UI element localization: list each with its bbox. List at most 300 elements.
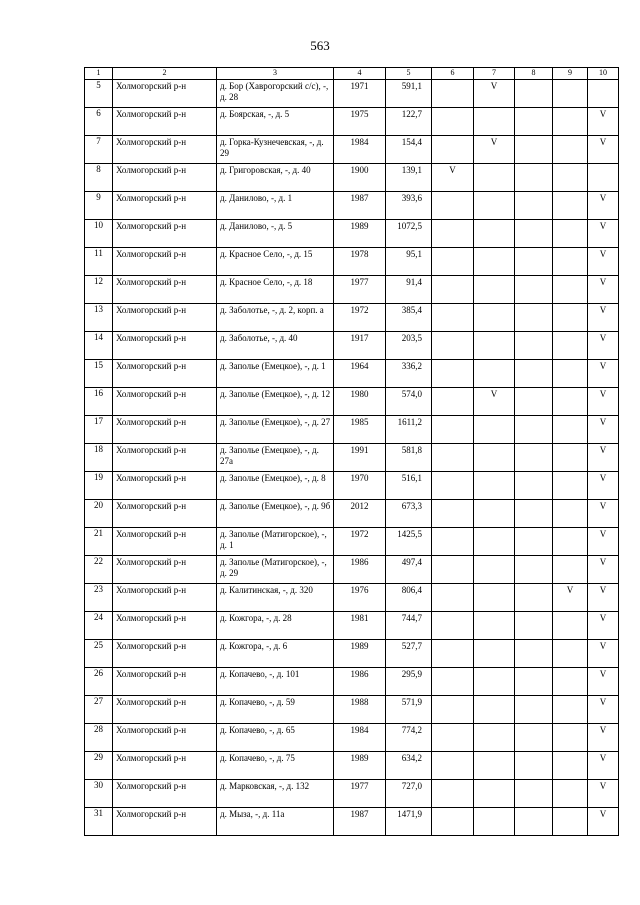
col9-mark-cell xyxy=(553,556,588,584)
district-cell: Холмогорский р-н xyxy=(113,696,217,724)
row-number-cell: 16 xyxy=(85,388,113,416)
col6-mark-cell xyxy=(432,612,474,640)
district-cell: Холмогорский р-н xyxy=(113,640,217,668)
col9-mark-cell xyxy=(553,304,588,332)
year-cell: 1984 xyxy=(334,136,386,164)
col9-mark-cell xyxy=(553,80,588,108)
col10-mark-cell: V xyxy=(588,332,619,360)
col9-mark-cell xyxy=(553,752,588,780)
column-header: 8 xyxy=(515,68,553,80)
address-cell: д. Заполье (Емецкое), -, д. 1 xyxy=(217,360,334,388)
area-cell: 203,5 xyxy=(386,332,432,360)
year-cell: 1977 xyxy=(334,780,386,808)
area-cell: 571,9 xyxy=(386,696,432,724)
col6-mark-cell xyxy=(432,808,474,836)
district-cell: Холмогорский р-н xyxy=(113,108,217,136)
year-cell: 1988 xyxy=(334,696,386,724)
table-body xyxy=(85,68,619,836)
district-cell: Холмогорский р-н xyxy=(113,612,217,640)
col9-mark-cell xyxy=(553,668,588,696)
row-number-cell: 11 xyxy=(85,248,113,276)
col7-mark-cell: V xyxy=(474,80,515,108)
col8-mark-cell xyxy=(515,108,553,136)
col8-mark-cell xyxy=(515,276,553,304)
row-number-cell: 6 xyxy=(85,108,113,136)
column-header: 6 xyxy=(432,68,474,80)
col6-mark-cell xyxy=(432,80,474,108)
col7-mark-cell xyxy=(474,164,515,192)
year-cell: 1971 xyxy=(334,80,386,108)
year-cell: 1900 xyxy=(334,164,386,192)
table-row xyxy=(85,696,619,724)
district-cell: Холмогорский р-н xyxy=(113,304,217,332)
col8-mark-cell xyxy=(515,388,553,416)
col8-mark-cell xyxy=(515,472,553,500)
col6-mark-cell xyxy=(432,360,474,388)
column-header: 10 xyxy=(588,68,619,80)
district-cell: Холмогорский р-н xyxy=(113,248,217,276)
address-cell: д. Григоровская, -, д. 40 xyxy=(217,164,334,192)
area-cell: 393,6 xyxy=(386,192,432,220)
col7-mark-cell xyxy=(474,108,515,136)
col9-mark-cell xyxy=(553,192,588,220)
district-cell: Холмогорский р-н xyxy=(113,752,217,780)
district-cell: Холмогорский р-н xyxy=(113,136,217,164)
address-cell: д. Кожгора, -, д. 6 xyxy=(217,640,334,668)
col6-mark-cell xyxy=(432,668,474,696)
col7-mark-cell xyxy=(474,612,515,640)
row-number-cell: 26 xyxy=(85,668,113,696)
year-cell: 1975 xyxy=(334,108,386,136)
col6-mark-cell xyxy=(432,696,474,724)
col7-mark-cell xyxy=(474,724,515,752)
col10-mark-cell: V xyxy=(588,360,619,388)
year-cell: 1985 xyxy=(334,416,386,444)
area-cell: 516,1 xyxy=(386,472,432,500)
area-cell: 1611,2 xyxy=(386,416,432,444)
col7-mark-cell xyxy=(474,332,515,360)
row-number-cell: 27 xyxy=(85,696,113,724)
col9-mark-cell xyxy=(553,388,588,416)
col7-mark-cell xyxy=(474,360,515,388)
district-cell: Холмогорский р-н xyxy=(113,668,217,696)
district-cell: Холмогорский р-н xyxy=(113,500,217,528)
row-number-cell: 30 xyxy=(85,780,113,808)
col6-mark-cell xyxy=(432,108,474,136)
district-cell: Холмогорский р-н xyxy=(113,220,217,248)
col7-mark-cell xyxy=(474,248,515,276)
area-cell: 154,4 xyxy=(386,136,432,164)
table-row xyxy=(85,472,619,500)
col10-mark-cell xyxy=(588,164,619,192)
address-cell: д. Копачево, -, д. 75 xyxy=(217,752,334,780)
column-header: 5 xyxy=(386,68,432,80)
year-cell: 1986 xyxy=(334,556,386,584)
table-row xyxy=(85,164,619,192)
row-number-cell: 10 xyxy=(85,220,113,248)
area-cell: 497,4 xyxy=(386,556,432,584)
col9-mark-cell: V xyxy=(553,584,588,612)
col10-mark-cell: V xyxy=(588,192,619,220)
col7-mark-cell xyxy=(474,528,515,556)
col6-mark-cell xyxy=(432,388,474,416)
col8-mark-cell xyxy=(515,584,553,612)
col6-mark-cell xyxy=(432,304,474,332)
table-row xyxy=(85,808,619,836)
district-cell: Холмогорский р-н xyxy=(113,164,217,192)
col9-mark-cell xyxy=(553,724,588,752)
column-header: 7 xyxy=(474,68,515,80)
table-row xyxy=(85,584,619,612)
year-cell: 1978 xyxy=(334,248,386,276)
area-cell: 581,8 xyxy=(386,444,432,472)
col10-mark-cell: V xyxy=(588,752,619,780)
col8-mark-cell xyxy=(515,248,553,276)
col7-mark-cell xyxy=(474,556,515,584)
col10-mark-cell: V xyxy=(588,276,619,304)
district-cell: Холмогорский р-н xyxy=(113,192,217,220)
col6-mark-cell xyxy=(432,444,474,472)
district-cell: Холмогорский р-н xyxy=(113,724,217,752)
col8-mark-cell xyxy=(515,304,553,332)
col8-mark-cell xyxy=(515,416,553,444)
col8-mark-cell xyxy=(515,668,553,696)
col10-mark-cell xyxy=(588,80,619,108)
col10-mark-cell: V xyxy=(588,780,619,808)
area-cell: 1425,5 xyxy=(386,528,432,556)
year-cell: 2012 xyxy=(334,500,386,528)
col9-mark-cell xyxy=(553,248,588,276)
address-cell: д. Данилово, -, д. 5 xyxy=(217,220,334,248)
col7-mark-cell xyxy=(474,444,515,472)
col8-mark-cell xyxy=(515,360,553,388)
area-cell: 591,1 xyxy=(386,80,432,108)
row-number-cell: 31 xyxy=(85,808,113,836)
col9-mark-cell xyxy=(553,360,588,388)
col7-mark-cell xyxy=(474,416,515,444)
col8-mark-cell xyxy=(515,444,553,472)
col6-mark-cell xyxy=(432,584,474,612)
col6-mark-cell xyxy=(432,472,474,500)
col10-mark-cell: V xyxy=(588,556,619,584)
col10-mark-cell: V xyxy=(588,640,619,668)
district-cell: Холмогорский р-н xyxy=(113,556,217,584)
col6-mark-cell xyxy=(432,556,474,584)
area-cell: 806,4 xyxy=(386,584,432,612)
area-cell: 385,4 xyxy=(386,304,432,332)
district-cell: Холмогорский р-н xyxy=(113,528,217,556)
address-cell: д. Калитинская, -, д. 320 xyxy=(217,584,334,612)
col9-mark-cell xyxy=(553,500,588,528)
year-cell: 1989 xyxy=(334,640,386,668)
area-cell: 139,1 xyxy=(386,164,432,192)
col8-mark-cell xyxy=(515,640,553,668)
year-cell: 1964 xyxy=(334,360,386,388)
register-table xyxy=(84,67,619,836)
col7-mark-cell xyxy=(474,696,515,724)
col8-mark-cell xyxy=(515,164,553,192)
district-cell: Холмогорский р-н xyxy=(113,388,217,416)
year-cell: 1989 xyxy=(334,752,386,780)
col7-mark-cell xyxy=(474,668,515,696)
col10-mark-cell: V xyxy=(588,444,619,472)
year-cell: 1986 xyxy=(334,668,386,696)
year-cell: 1987 xyxy=(334,808,386,836)
col9-mark-cell xyxy=(553,416,588,444)
address-cell: д. Заболотье, -, д. 40 xyxy=(217,332,334,360)
col10-mark-cell: V xyxy=(588,136,619,164)
column-number-row xyxy=(85,68,619,80)
col9-mark-cell xyxy=(553,164,588,192)
col7-mark-cell xyxy=(474,472,515,500)
row-number-cell: 13 xyxy=(85,304,113,332)
col8-mark-cell xyxy=(515,80,553,108)
district-cell: Холмогорский р-н xyxy=(113,276,217,304)
col9-mark-cell xyxy=(553,528,588,556)
table-row xyxy=(85,528,619,556)
column-header: 2 xyxy=(113,68,217,80)
col8-mark-cell xyxy=(515,780,553,808)
district-cell: Холмогорский р-н xyxy=(113,780,217,808)
table-row xyxy=(85,556,619,584)
year-cell: 1987 xyxy=(334,192,386,220)
row-number-cell: 15 xyxy=(85,360,113,388)
district-cell: Холмогорский р-н xyxy=(113,80,217,108)
district-cell: Холмогорский р-н xyxy=(113,472,217,500)
row-number-cell: 9 xyxy=(85,192,113,220)
table-row xyxy=(85,80,619,108)
col8-mark-cell xyxy=(515,724,553,752)
row-number-cell: 8 xyxy=(85,164,113,192)
address-cell: д. Марковская, -, д. 132 xyxy=(217,780,334,808)
col9-mark-cell xyxy=(553,696,588,724)
col9-mark-cell xyxy=(553,220,588,248)
table-row xyxy=(85,304,619,332)
col8-mark-cell xyxy=(515,696,553,724)
col6-mark-cell xyxy=(432,220,474,248)
table-row xyxy=(85,220,619,248)
address-cell: д. Заполье (Матигорское), -, д. 1 xyxy=(217,528,334,556)
row-number-cell: 17 xyxy=(85,416,113,444)
year-cell: 1980 xyxy=(334,388,386,416)
year-cell: 1917 xyxy=(334,332,386,360)
table-row xyxy=(85,612,619,640)
col10-mark-cell: V xyxy=(588,472,619,500)
col7-mark-cell xyxy=(474,584,515,612)
table-row xyxy=(85,752,619,780)
col8-mark-cell xyxy=(515,136,553,164)
col7-mark-cell xyxy=(474,640,515,668)
area-cell: 336,2 xyxy=(386,360,432,388)
column-header: 9 xyxy=(553,68,588,80)
col10-mark-cell: V xyxy=(588,500,619,528)
table-row xyxy=(85,416,619,444)
area-cell: 634,2 xyxy=(386,752,432,780)
row-number-cell: 19 xyxy=(85,472,113,500)
col10-mark-cell: V xyxy=(588,612,619,640)
table-row xyxy=(85,136,619,164)
address-cell: д. Мыза, -, д. 11а xyxy=(217,808,334,836)
area-cell: 744,7 xyxy=(386,612,432,640)
table-row xyxy=(85,276,619,304)
year-cell: 1970 xyxy=(334,472,386,500)
col8-mark-cell xyxy=(515,500,553,528)
col6-mark-cell xyxy=(432,528,474,556)
col6-mark-cell xyxy=(432,640,474,668)
table-row xyxy=(85,360,619,388)
col9-mark-cell xyxy=(553,640,588,668)
area-cell: 774,2 xyxy=(386,724,432,752)
address-cell: д. Копачево, -, д. 59 xyxy=(217,696,334,724)
col10-mark-cell: V xyxy=(588,220,619,248)
year-cell: 1977 xyxy=(334,276,386,304)
col10-mark-cell: V xyxy=(588,808,619,836)
col10-mark-cell: V xyxy=(588,668,619,696)
column-header: 4 xyxy=(334,68,386,80)
year-cell: 1981 xyxy=(334,612,386,640)
table-row xyxy=(85,108,619,136)
col9-mark-cell xyxy=(553,472,588,500)
col8-mark-cell xyxy=(515,220,553,248)
col7-mark-cell xyxy=(474,276,515,304)
table-row xyxy=(85,248,619,276)
col6-mark-cell xyxy=(432,332,474,360)
address-cell: д. Данилово, -, д. 1 xyxy=(217,192,334,220)
col10-mark-cell: V xyxy=(588,724,619,752)
col9-mark-cell xyxy=(553,108,588,136)
col7-mark-cell xyxy=(474,808,515,836)
col10-mark-cell: V xyxy=(588,584,619,612)
address-cell: д. Заболотье, -, д. 2, корп. а xyxy=(217,304,334,332)
area-cell: 574,0 xyxy=(386,388,432,416)
col8-mark-cell xyxy=(515,332,553,360)
year-cell: 1976 xyxy=(334,584,386,612)
col9-mark-cell xyxy=(553,612,588,640)
col10-mark-cell: V xyxy=(588,248,619,276)
col7-mark-cell xyxy=(474,192,515,220)
year-cell: 1972 xyxy=(334,528,386,556)
col8-mark-cell xyxy=(515,528,553,556)
table-row xyxy=(85,192,619,220)
row-number-cell: 23 xyxy=(85,584,113,612)
address-cell: д. Заполье (Матигорское), -, д. 29 xyxy=(217,556,334,584)
col6-mark-cell xyxy=(432,780,474,808)
col8-mark-cell xyxy=(515,612,553,640)
district-cell: Холмогорский р-н xyxy=(113,416,217,444)
area-cell: 91,4 xyxy=(386,276,432,304)
col10-mark-cell: V xyxy=(588,528,619,556)
district-cell: Холмогорский р-н xyxy=(113,360,217,388)
col9-mark-cell xyxy=(553,808,588,836)
col7-mark-cell: V xyxy=(474,388,515,416)
table-row xyxy=(85,668,619,696)
col7-mark-cell xyxy=(474,304,515,332)
col6-mark-cell xyxy=(432,192,474,220)
column-header: 1 xyxy=(85,68,113,80)
year-cell: 1972 xyxy=(334,304,386,332)
address-cell: д. Копачево, -, д. 101 xyxy=(217,668,334,696)
area-cell: 95,1 xyxy=(386,248,432,276)
table-row xyxy=(85,332,619,360)
address-cell: д. Заполье (Емецкое), -, д. 27а xyxy=(217,444,334,472)
col8-mark-cell xyxy=(515,752,553,780)
row-number-cell: 25 xyxy=(85,640,113,668)
col8-mark-cell xyxy=(515,556,553,584)
col6-mark-cell xyxy=(432,752,474,780)
table-row xyxy=(85,780,619,808)
row-number-cell: 7 xyxy=(85,136,113,164)
address-cell: д. Заполье (Емецкое), -, д. 8 xyxy=(217,472,334,500)
col10-mark-cell: V xyxy=(588,416,619,444)
col6-mark-cell xyxy=(432,248,474,276)
area-cell: 1072,5 xyxy=(386,220,432,248)
col7-mark-cell xyxy=(474,500,515,528)
col7-mark-cell xyxy=(474,780,515,808)
row-number-cell: 12 xyxy=(85,276,113,304)
address-cell: д. Горка-Кузнечевская, -, д. 29 xyxy=(217,136,334,164)
column-header: 3 xyxy=(217,68,334,80)
row-number-cell: 29 xyxy=(85,752,113,780)
table-row xyxy=(85,388,619,416)
col6-mark-cell xyxy=(432,136,474,164)
address-cell: д. Заполье (Емецкое), -, д. 27 xyxy=(217,416,334,444)
col9-mark-cell xyxy=(553,332,588,360)
table-row xyxy=(85,724,619,752)
table-row xyxy=(85,444,619,472)
district-cell: Холмогорский р-н xyxy=(113,808,217,836)
table-row xyxy=(85,500,619,528)
col8-mark-cell xyxy=(515,192,553,220)
year-cell: 1989 xyxy=(334,220,386,248)
col9-mark-cell xyxy=(553,444,588,472)
area-cell: 673,3 xyxy=(386,500,432,528)
row-number-cell: 24 xyxy=(85,612,113,640)
col9-mark-cell xyxy=(553,136,588,164)
col8-mark-cell xyxy=(515,808,553,836)
address-cell: д. Кожгора, -, д. 28 xyxy=(217,612,334,640)
address-cell: д. Копачево, -, д. 65 xyxy=(217,724,334,752)
district-cell: Холмогорский р-н xyxy=(113,444,217,472)
page-number: 563 xyxy=(310,38,330,53)
row-number-cell: 14 xyxy=(85,332,113,360)
area-cell: 295,9 xyxy=(386,668,432,696)
area-cell: 122,7 xyxy=(386,108,432,136)
address-cell: д. Заполье (Емецкое), -, д. 9б xyxy=(217,500,334,528)
year-cell: 1991 xyxy=(334,444,386,472)
col7-mark-cell xyxy=(474,752,515,780)
year-cell: 1984 xyxy=(334,724,386,752)
address-cell: д. Бор (Хаврогорский с/с), -, д. 28 xyxy=(217,80,334,108)
col7-mark-cell xyxy=(474,220,515,248)
col6-mark-cell: V xyxy=(432,164,474,192)
col7-mark-cell: V xyxy=(474,136,515,164)
col9-mark-cell xyxy=(553,276,588,304)
address-cell: д. Боярская, -, д. 5 xyxy=(217,108,334,136)
col10-mark-cell: V xyxy=(588,108,619,136)
col6-mark-cell xyxy=(432,416,474,444)
row-number-cell: 22 xyxy=(85,556,113,584)
address-cell: д. Красное Село, -, д. 18 xyxy=(217,276,334,304)
col6-mark-cell xyxy=(432,500,474,528)
row-number-cell: 21 xyxy=(85,528,113,556)
col9-mark-cell xyxy=(553,780,588,808)
row-number-cell: 20 xyxy=(85,500,113,528)
area-cell: 727,0 xyxy=(386,780,432,808)
address-cell: д. Заполье (Емецкое), -, д. 12 xyxy=(217,388,334,416)
col10-mark-cell: V xyxy=(588,388,619,416)
area-cell: 527,7 xyxy=(386,640,432,668)
row-number-cell: 28 xyxy=(85,724,113,752)
